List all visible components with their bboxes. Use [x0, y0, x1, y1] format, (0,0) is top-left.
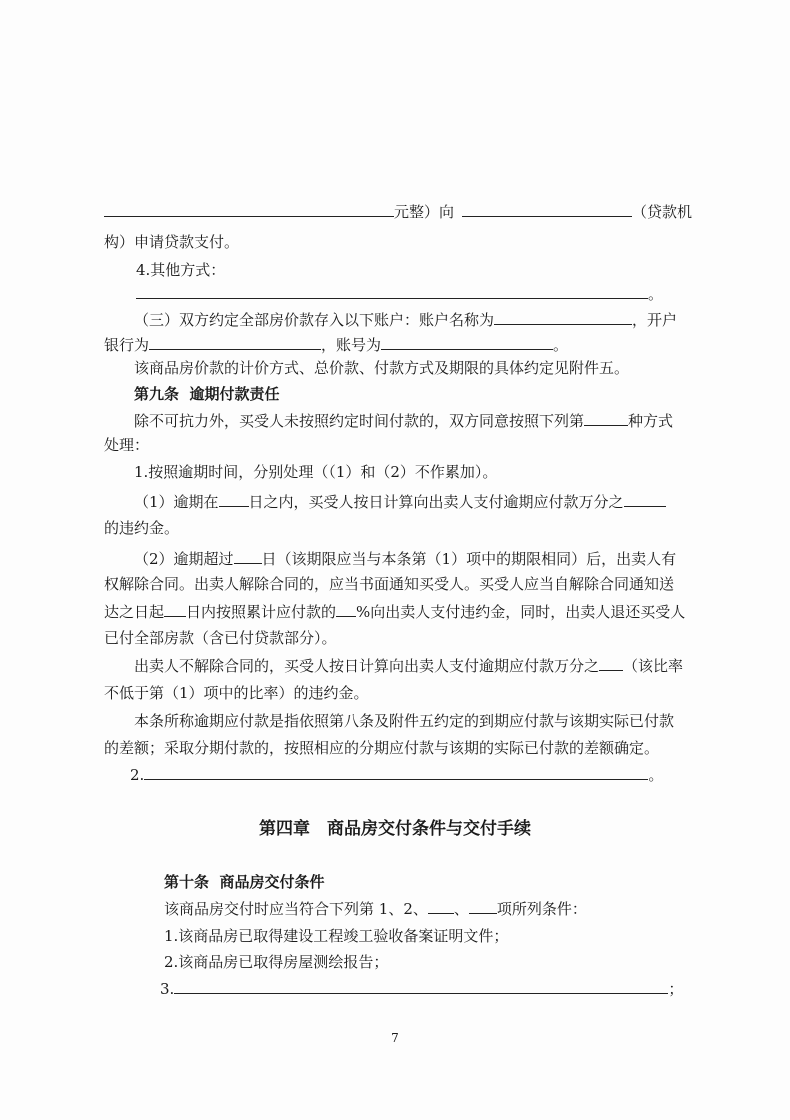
paragraph-line	[134, 309, 677, 330]
article-heading	[164, 872, 324, 892]
text-segment: 项所列条件：	[496, 900, 587, 918]
blank-field	[462, 201, 632, 217]
chapter-heading: 第四章 商品房交付条件与交付手续	[259, 819, 531, 839]
paragraph-line: 已付全部房款（含已付贷款部分）。	[104, 629, 337, 647]
paragraph-line	[164, 898, 587, 919]
text-segment: 元整）向	[394, 203, 455, 221]
text-segment: 除不可抗力外，买受人未按照约定时间付款的，双方同意按照下列第	[134, 412, 585, 430]
blank-field	[234, 548, 262, 564]
paragraph-line: 4.其他方式：	[136, 261, 226, 279]
paragraph-line: 的违约金。	[104, 519, 180, 537]
paragraph-line: 1.按照逾期时间，分别处理（（1）和（2）不作累加）。	[134, 463, 498, 481]
blank-field	[428, 898, 454, 914]
article-title: 商品房交付条件	[219, 873, 325, 891]
blank-field	[149, 334, 321, 350]
blank-field	[219, 491, 249, 507]
text-segment: （1）逾期在	[134, 493, 219, 511]
text-segment: （该比率	[623, 657, 684, 675]
text-segment: ，账号为	[321, 336, 382, 354]
text-segment: 出卖人不解除合同的，买受人按日计算向出卖人支付逾期应付款万分之	[134, 657, 600, 675]
article-title: 逾期付款责任	[189, 385, 280, 403]
paragraph-line	[130, 764, 663, 785]
blank-field	[584, 410, 628, 426]
text-segment: 。	[553, 336, 569, 354]
text-segment: 。	[648, 766, 664, 784]
blank-field	[164, 601, 186, 617]
paragraph-line: 构）申请贷款支付。	[104, 233, 240, 251]
blank-field	[144, 764, 648, 780]
paragraph-line: 不低于第（1）项中的比率）的违约金。	[104, 684, 369, 702]
paragraph-line: 权解除合同。出卖人解除合同的，应当书面通知买受人。买受人应当自解除合同通知送	[104, 575, 675, 593]
text-segment: 2.	[130, 766, 145, 784]
paragraph-line: 的差额；采取分期付款的，按照相应的分期应付款与该期的实际已付款的差额确定。	[104, 739, 660, 757]
text-segment: 、	[453, 900, 469, 918]
blank-field	[494, 309, 632, 325]
text-segment: ；	[668, 980, 684, 998]
article-number: 第十条	[164, 873, 210, 891]
text-segment: （三）双方约定全部房价款存入以下账户：账户名称为	[134, 311, 495, 329]
paragraph-line	[134, 548, 676, 569]
paragraph-line	[134, 491, 666, 512]
text-segment: 种方式	[628, 412, 674, 430]
paragraph-line: 该商品房价款的计价方式、总价款、付款方式及期限的具体约定见附件五。	[134, 359, 630, 377]
paragraph-line: 1.该商品房已取得建设工程竣工验收备案证明文件；	[164, 927, 509, 945]
paragraph-line	[104, 201, 692, 222]
text-segment: 3.	[160, 980, 175, 998]
page-number: 7	[391, 1031, 399, 1045]
paragraph-line	[136, 283, 663, 304]
paragraph-line	[160, 978, 683, 999]
paragraph-line: 本条所称逾期应付款是指依照第八条及附件五约定的到期应付款与该期实际已付款	[134, 712, 675, 730]
blank-field	[336, 601, 356, 617]
paragraph-line: 2.该商品房已取得房屋测绘报告；	[164, 953, 389, 971]
text-segment: 日（该期限应当与本条第（1）项中的期限相同）后，出卖人有	[261, 550, 677, 568]
text-segment: （2）逾期超过	[134, 550, 234, 568]
text-segment: 。	[648, 285, 664, 303]
article-number: 第九条	[134, 385, 180, 403]
article-heading	[134, 384, 279, 404]
paragraph-line	[134, 655, 683, 676]
blank-field	[381, 334, 553, 350]
blank-field	[599, 655, 623, 671]
text-segment: 日之内，买受人按日计算向出卖人支付逾期应付款万分之	[248, 493, 624, 511]
text-segment: ，开户	[632, 311, 678, 329]
text-segment: （贷款机	[632, 203, 693, 221]
text-segment: 银行为	[104, 336, 150, 354]
blank-field	[104, 201, 394, 217]
blank-field	[624, 491, 666, 507]
paragraph-line: 处理：	[104, 436, 150, 454]
text-segment: 达之日起	[104, 603, 165, 621]
text-segment: 该商品房交付时应当符合下列第 1、2、	[164, 900, 428, 918]
paragraph-line	[104, 601, 685, 622]
paragraph-line	[104, 334, 568, 355]
text-segment: 日内按照累计应付款的	[186, 603, 337, 621]
blank-field	[136, 283, 648, 299]
text-segment: %向出卖人支付违约金，同时，出卖人退还买受人	[356, 603, 686, 621]
paragraph-line	[134, 410, 673, 431]
blank-field	[469, 898, 497, 914]
blank-field	[174, 978, 668, 994]
